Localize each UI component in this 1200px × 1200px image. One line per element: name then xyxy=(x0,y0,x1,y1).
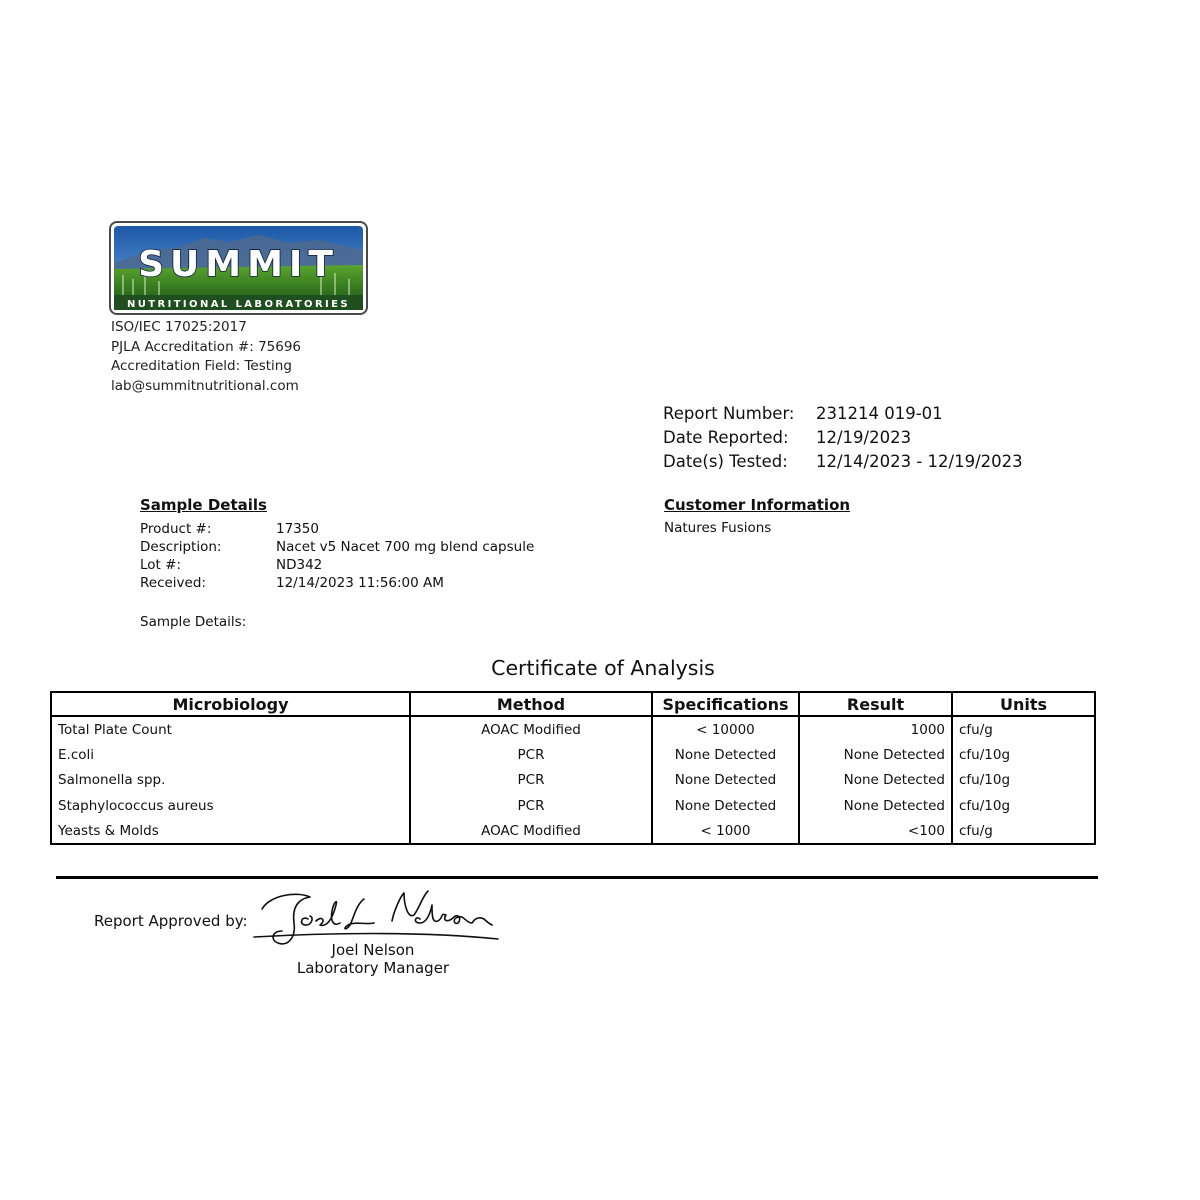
test-name: E.coli xyxy=(51,742,410,767)
table-header-row xyxy=(51,692,1095,716)
date-reported-label: Date Reported: xyxy=(663,428,789,447)
column-header-result: Result xyxy=(799,692,952,716)
product-number-label: Product #: xyxy=(140,521,212,537)
approver-title: Laboratory Manager xyxy=(296,959,450,977)
results-table xyxy=(50,691,1096,845)
description: Nacet v5 Nacet 700 mg blend capsule xyxy=(276,539,535,555)
approver xyxy=(273,941,473,977)
test-name: Salmonella spp. xyxy=(51,768,410,793)
logo-wordmark: SUMMIT xyxy=(138,244,339,285)
test-method: PCR xyxy=(410,768,652,793)
lab-email: lab@summitnutritional.com xyxy=(111,377,299,394)
certificate-title: Certificate of Analysis xyxy=(491,656,715,680)
sample-details-note-label: Sample Details: xyxy=(140,614,247,630)
test-specification: < 1000 xyxy=(652,818,799,844)
sample-fields xyxy=(140,520,534,592)
test-units: cfu/10g xyxy=(952,768,1095,793)
test-method: PCR xyxy=(410,742,652,767)
test-name: Yeasts & Molds xyxy=(51,818,410,844)
test-method: PCR xyxy=(410,793,652,818)
column-header-method: Method xyxy=(410,692,652,716)
dates-tested-label: Date(s) Tested: xyxy=(663,452,788,471)
column-header-specifications: Specifications xyxy=(652,692,799,716)
lot-number-label: Lot #: xyxy=(140,557,181,573)
received-label: Received: xyxy=(140,575,206,591)
sample-details-heading: Sample Details xyxy=(140,496,267,514)
logo-tagline: NUTRITIONAL LABORATORIES xyxy=(126,299,351,310)
column-header-microbiology: Microbiology xyxy=(51,692,410,716)
approver-name: Joel Nelson xyxy=(331,941,415,959)
test-name: Staphylococcus aureus xyxy=(51,793,410,818)
lot-number: ND342 xyxy=(276,557,323,573)
test-method: AOAC Modified xyxy=(410,818,652,844)
signature xyxy=(252,885,504,949)
report-number: 231214 019-01 xyxy=(816,404,943,423)
accreditation-block xyxy=(111,318,301,396)
test-result: 1000 xyxy=(799,716,952,742)
report-info xyxy=(663,402,1023,474)
date-reported: 12/19/2023 xyxy=(816,428,912,447)
product-number: 17350 xyxy=(276,521,319,537)
test-method: AOAC Modified xyxy=(410,716,652,742)
test-result: None Detected xyxy=(799,793,952,818)
test-name: Total Plate Count xyxy=(51,716,410,742)
table-row xyxy=(51,716,1095,742)
divider xyxy=(56,876,1098,879)
report-number-label: Report Number: xyxy=(663,404,795,423)
table-row xyxy=(51,768,1095,793)
summit-logo xyxy=(109,221,368,315)
table-row xyxy=(51,793,1095,818)
iso-standard: ISO/IEC 17025:2017 xyxy=(111,319,247,335)
test-units: cfu/g xyxy=(952,818,1095,844)
description-label: Description: xyxy=(140,539,222,555)
table-row xyxy=(51,818,1095,844)
test-result: None Detected xyxy=(799,742,952,767)
customer-name: Natures Fusions xyxy=(664,520,772,536)
test-specification: None Detected xyxy=(652,742,799,767)
test-units: cfu/10g xyxy=(952,742,1095,767)
test-result: <100 xyxy=(799,818,952,844)
customer-information-heading: Customer Information xyxy=(664,496,851,514)
test-units: cfu/g xyxy=(952,716,1095,742)
received-date: 12/14/2023 11:56:00 AM xyxy=(276,575,444,591)
test-result: None Detected xyxy=(799,768,952,793)
test-specification: None Detected xyxy=(652,768,799,793)
report-approved-label: Report Approved by: xyxy=(94,912,248,930)
test-specification: < 10000 xyxy=(652,716,799,742)
test-units: cfu/10g xyxy=(952,793,1095,818)
test-specification: None Detected xyxy=(652,793,799,818)
table-row xyxy=(51,742,1095,767)
column-header-units: Units xyxy=(952,692,1095,716)
dates-tested: 12/14/2023 - 12/19/2023 xyxy=(816,452,1023,471)
accreditation-field: Accreditation Field: Testing xyxy=(111,358,292,374)
pjla-accreditation: PJLA Accreditation #: 75696 xyxy=(111,338,302,355)
